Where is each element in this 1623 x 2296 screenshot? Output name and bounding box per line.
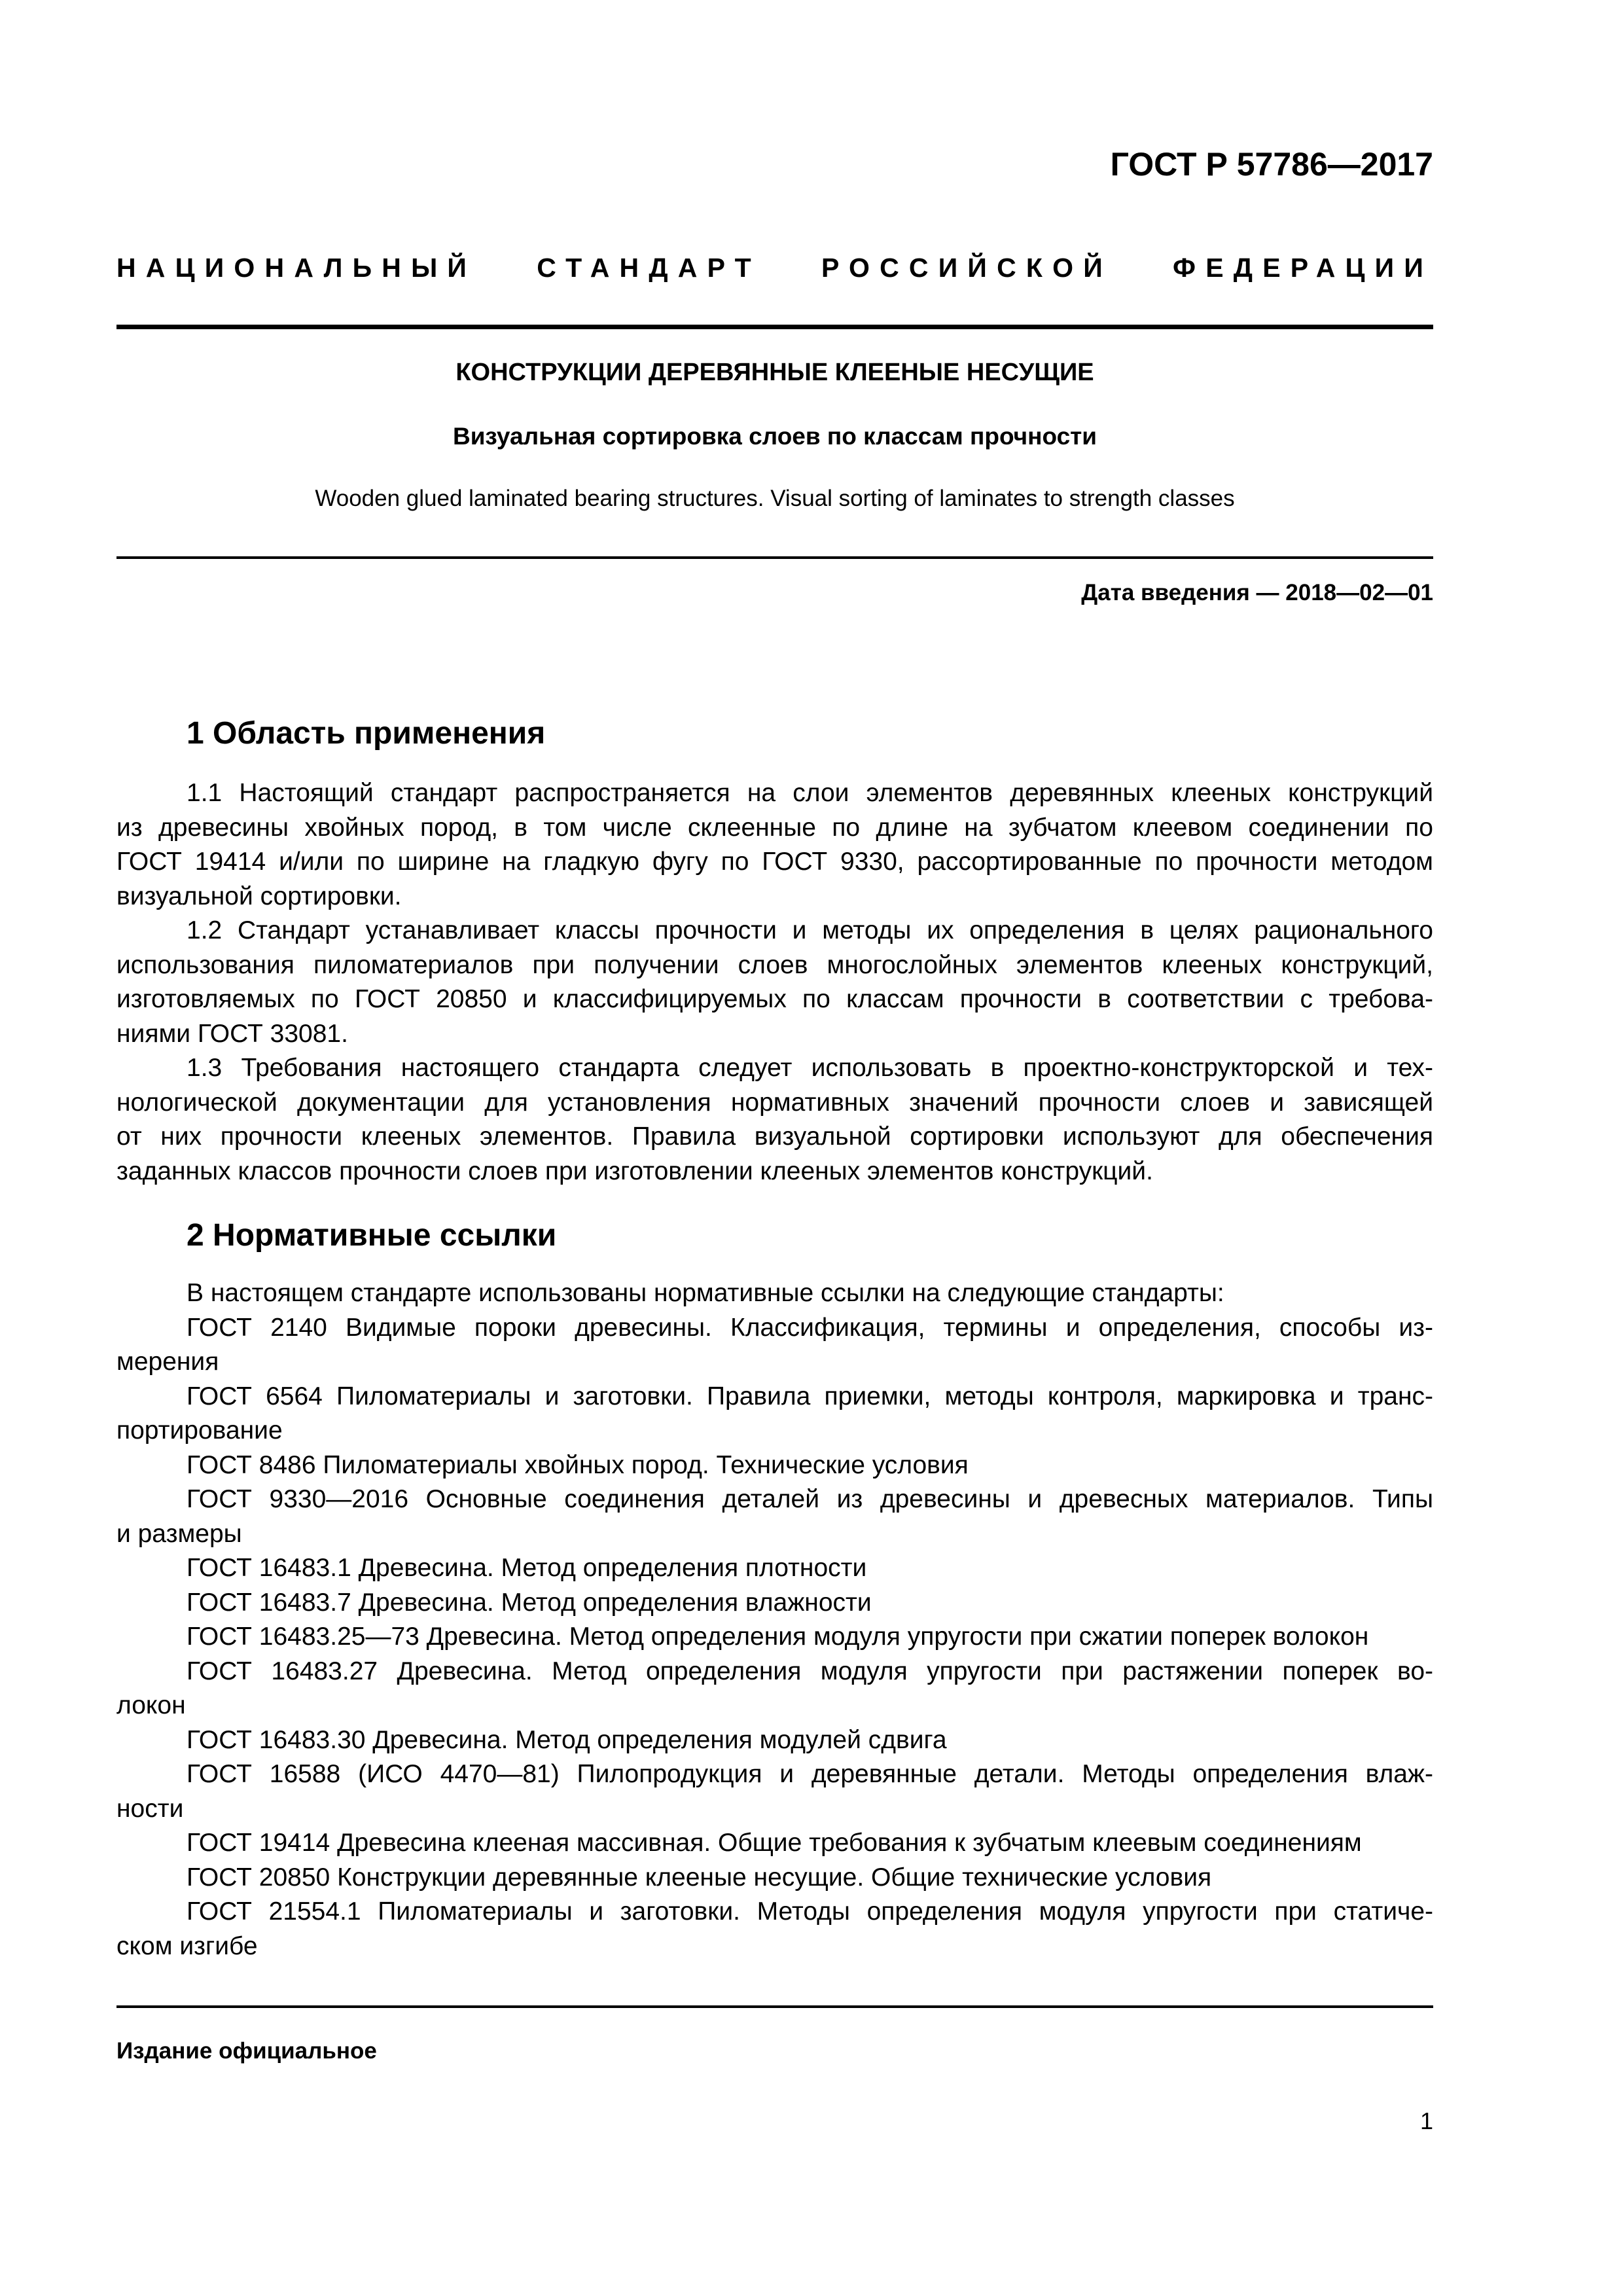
text-line: ском изгибе: [116, 1931, 258, 1960]
national-standard-banner: НАЦИОНАЛЬНЫЙ СТАНДАРТ РОССИЙСКОЙ ФЕДЕРАЦИИ: [116, 253, 1433, 283]
paragraph-1-1: [116, 776, 1433, 914]
reference-item: [116, 1861, 1433, 1895]
reference-item: [116, 1826, 1433, 1861]
section-2-heading: 2 Нормативные ссылки: [187, 1218, 557, 1253]
text-line: мерения: [116, 1348, 219, 1376]
text-line: ГОСТ 16483.7 Древесина. Метод определения влажности: [187, 1588, 872, 1617]
text-line: нологической документации для установления нормативных значений прочности слоев и зависящей: [116, 1088, 1433, 1117]
references-list: [116, 1311, 1433, 1964]
document-number: ГОСТ Р 57786—2017: [1110, 146, 1433, 183]
document-subtitle: Визуальная сортировка слоев по классам прочности: [452, 423, 1097, 450]
text-line: изготовляемых по ГОСТ 20850 и классифицируемых по классам прочности в соответствии с требова-: [116, 985, 1433, 1013]
text-line: 1.2 Стандарт устанавливает классы прочности и методы их определения в целях рационального: [187, 916, 1433, 944]
document-title: КОНСТРУКЦИИ ДЕРЕВЯННЫЕ КЛЕЕНЫЕ НЕСУЩИЕ: [455, 359, 1094, 386]
text-line: ГОСТ 21554.1 Пиломатериалы и заготовки. Методы определения модуля упругости при статиче-: [187, 1897, 1433, 1926]
text-line: локон: [116, 1691, 186, 1719]
document-page: [116, 0, 1433, 2296]
text-line: визуальной сортировки.: [116, 882, 402, 910]
text-line: ГОСТ 2140 Видимые пороки древесины. Классификация, термины и определения, способы из-: [187, 1313, 1433, 1342]
reference-item: [116, 1757, 1433, 1826]
paragraph-1-2: [116, 914, 1433, 1051]
text-line: 1.3 Требования настоящего стандарта следует использовать в проектно-конструкторской и тех-: [187, 1054, 1433, 1082]
text-line: из древесины хвойных пород, в том числе склеенные по длине на зубчатом клеевом соединении по: [116, 813, 1433, 842]
paragraph-1-3: [116, 1051, 1433, 1189]
text-line: ГОСТ 8486 Пиломатериалы хвойных пород. Технические условия: [187, 1450, 969, 1479]
text-line: ГОСТ 16483.1 Древесина. Метод определения плотности: [187, 1554, 867, 1582]
reference-item: [116, 1723, 1433, 1758]
text-line: ГОСТ 19414 Древесина клееная массивная. Общие требования к зубчатым клеевым соединениям: [187, 1829, 1362, 1857]
text-line: ГОСТ 16588 (ИСО 4470—81) Пилопродукция и деревянные детали. Методы определения влаж-: [187, 1760, 1433, 1788]
reference-item: [116, 1380, 1433, 1448]
official-edition-label: Издание официальное: [116, 2038, 377, 2064]
section-1-body: [116, 776, 1433, 1189]
footer-divider: [116, 2005, 1433, 2008]
reference-item: [116, 1655, 1433, 1723]
reference-item: [116, 1895, 1433, 1964]
page-number: 1: [1419, 2108, 1433, 2134]
reference-item: [116, 1620, 1433, 1655]
text-line: ГОСТ 9330—2016 Основные соединения деталей из древесины и древесных материалов. Типы: [187, 1485, 1433, 1513]
reference-item: [116, 1482, 1433, 1551]
header-divider: [116, 325, 1433, 329]
text-line: портирование: [116, 1416, 283, 1444]
reference-item: [116, 1551, 1433, 1586]
section-2-body: [116, 1276, 1433, 1964]
text-line: ниями ГОСТ 33081.: [116, 1019, 348, 1048]
section-1-heading: 1 Область применения: [187, 716, 546, 751]
text-line: ГОСТ 19414 и/или по ширине на гладкую фугу по ГОСТ 9330, рассортированные по прочности методом: [116, 848, 1433, 876]
text-line: ГОСТ 20850 Конструкции деревянные клееные несущие. Общие технические условия: [187, 1863, 1212, 1892]
reference-item: [116, 1311, 1433, 1380]
text-line: ГОСТ 16483.27 Древесина. Метод определения модуля упругости при растяжении поперек во-: [187, 1657, 1433, 1685]
document-title-english: Wooden glued laminated bearing structures. Visual sorting of laminates to strength classes: [315, 486, 1235, 511]
text-line: от них прочности клееных элементов. Правила визуальной сортировки используют для обеспечения: [116, 1122, 1433, 1151]
text-line: ности: [116, 1794, 184, 1823]
text-line: ГОСТ 16483.30 Древесина. Метод определения модулей сдвига: [187, 1725, 947, 1754]
text-line: ГОСТ 6564 Пиломатериалы и заготовки. Правила приемки, методы контроля, маркировка и транс-: [187, 1382, 1433, 1410]
text-line: использования пиломатериалов при получении слоев многослойных элементов клееных конструкций,: [116, 950, 1433, 979]
text-line: и размеры: [116, 1519, 242, 1548]
references-intro: В настоящем стандарте использованы нормативные ссылки на следующие стандарты:: [187, 1279, 1224, 1307]
introduction-date: Дата введения — 2018—02—01: [1081, 580, 1433, 605]
reference-item: [116, 1448, 1433, 1483]
title-divider: [116, 556, 1433, 559]
text-line: заданных классов прочности слоев при изготовлении клееных элементов конструкций.: [116, 1157, 1153, 1185]
reference-item: [116, 1586, 1433, 1621]
text-line: ГОСТ 16483.25—73 Древесина. Метод определения модуля упругости при сжатии поперек волокон: [187, 1623, 1369, 1651]
text-line: 1.1 Настоящий стандарт распространяется на слои элементов деревянных клееных конструкций: [187, 779, 1433, 807]
